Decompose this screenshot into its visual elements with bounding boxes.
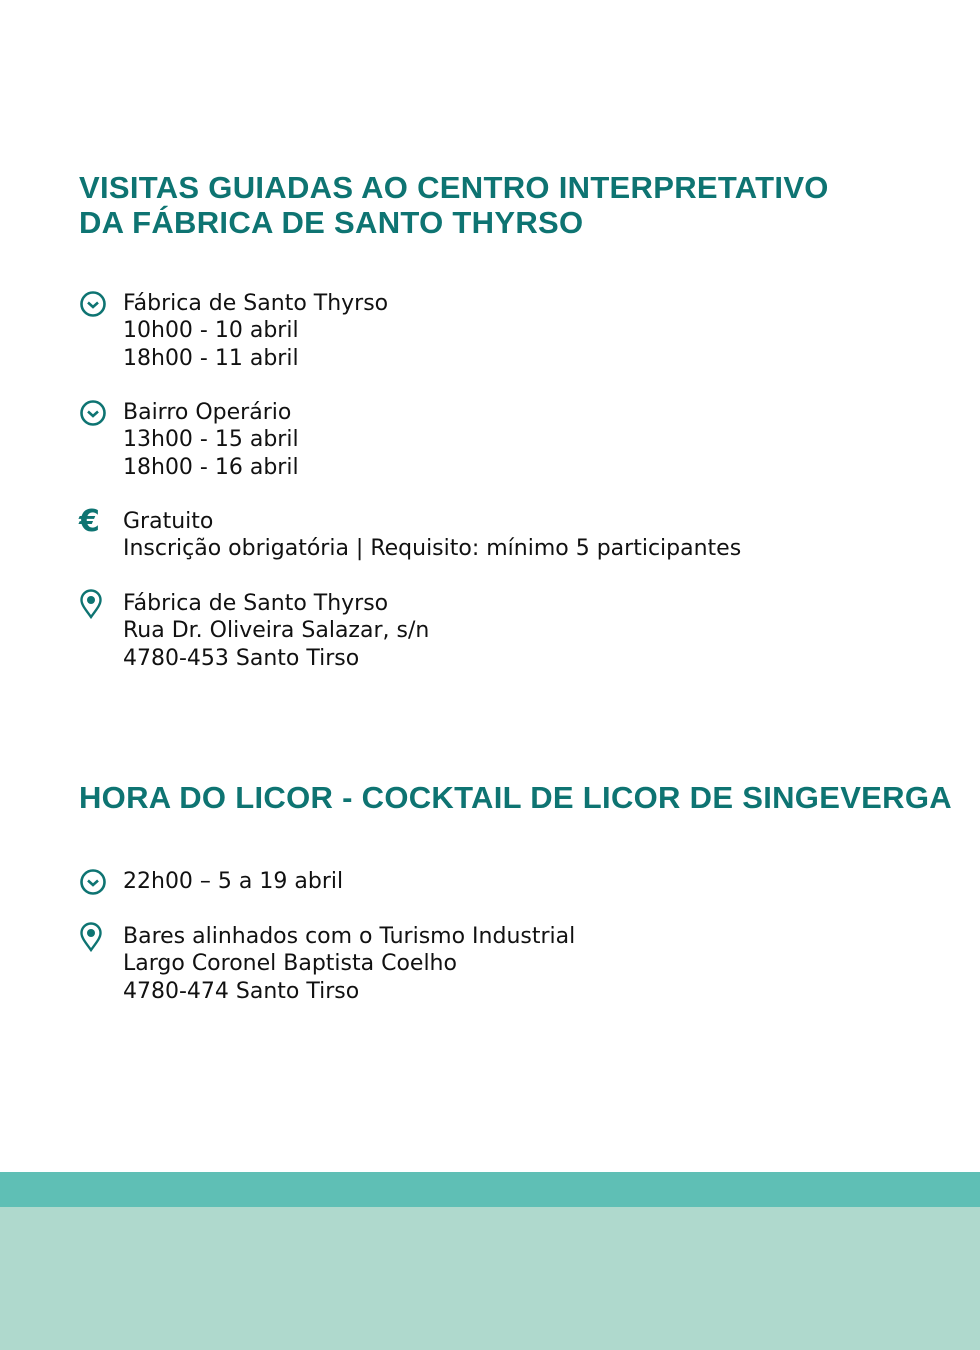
location-bares [79, 923, 575, 1005]
title-line: DA FÁBRICA DE SANTO THYRSO [79, 205, 584, 240]
section-title-guided-visits [79, 170, 829, 240]
schedule-bairro [79, 399, 299, 481]
euro-icon: € [79, 504, 100, 539]
clock-icon [79, 399, 123, 426]
info-line: Fábrica de Santo Thyrso [123, 291, 389, 316]
info-line: Bares alinhados com o Turismo Industrial [123, 924, 576, 949]
clock-icon [79, 290, 123, 317]
schedule-licor [79, 868, 343, 895]
info-line: 10h00 - 10 abril [123, 318, 299, 344]
section-title-hora-do-licor: HORA DO LICOR - COCKTAIL DE LICOR DE SINGEVERGA [79, 780, 952, 815]
location-pin-icon [79, 923, 123, 950]
info-line: 4780-453 Santo Tirso [123, 645, 360, 671]
info-line: 18h00 - 11 abril [123, 345, 299, 371]
info-line: Fábrica de Santo Thyrso [123, 591, 389, 616]
footer-band-light [0, 1207, 980, 1350]
info-line: 22h00 – 5 a 19 abril [123, 869, 344, 894]
info-line: Rua Dr. Oliveira Salazar, s/n [123, 618, 430, 644]
title-line: VISITAS GUIADAS AO CENTRO INTERPRETATIVO [79, 170, 829, 205]
schedule-fabrica [79, 290, 388, 372]
location-fabrica [79, 590, 429, 672]
info-line: Largo Coronel Baptista Coelho [123, 951, 457, 977]
location-pin-icon [79, 590, 123, 617]
info-line: Gratuito [123, 509, 214, 534]
info-line: 18h00 - 16 abril [123, 454, 299, 480]
info-line: 13h00 - 15 abril [123, 427, 299, 453]
info-line: Inscrição obrigatória | Requisito: mínimo 5 participantes [123, 536, 742, 562]
price-info [79, 504, 742, 563]
footer-band-dark [0, 1172, 980, 1207]
info-line: Bairro Operário [123, 400, 292, 425]
clock-icon [79, 868, 123, 895]
info-line: 4780-474 Santo Tirso [123, 978, 360, 1004]
